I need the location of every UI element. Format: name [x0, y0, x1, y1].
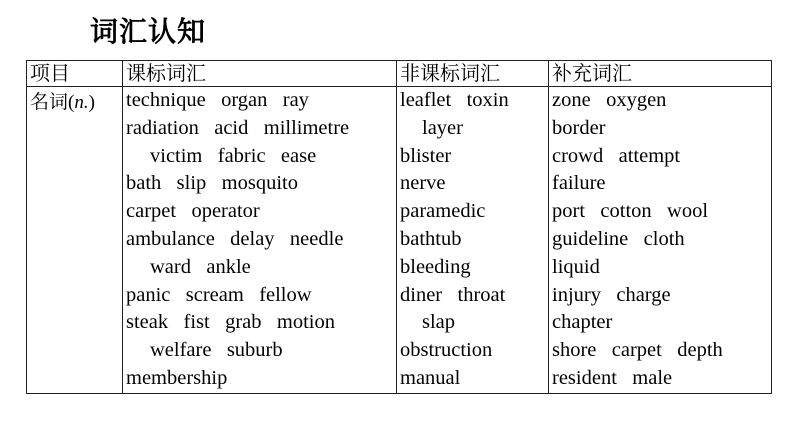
row-label-abbr: n. [74, 92, 89, 113]
list-item: technique organ ray [126, 89, 309, 111]
list-item: victim fabric ease [150, 144, 317, 167]
list-item: manual [400, 366, 461, 389]
list-item: panic scream fellow [126, 283, 312, 306]
list-item: steak fist grab motion [126, 311, 335, 334]
list-item: diner throat [400, 283, 506, 306]
header-course-words: 课标词汇 [123, 61, 397, 87]
header-non-course-words: 非课标词汇 [397, 61, 549, 87]
list-item: radiation acid millimetre [126, 116, 350, 139]
list-item: nerve [400, 172, 446, 195]
list-item: carpet operator [126, 200, 260, 223]
list-item: ambulance delay needle [126, 227, 344, 250]
list-item: zone oxygen [552, 89, 667, 111]
list-item: welfare suburb [150, 339, 283, 362]
list-item: bleeding [400, 255, 471, 278]
list-item: port cotton wool [552, 200, 709, 223]
vocabulary-table [26, 60, 772, 394]
list-item: slap [422, 311, 456, 334]
page-title: 词汇认知 [90, 15, 207, 48]
list-item: obstruction [400, 339, 493, 362]
list-item: shore carpet depth [552, 339, 723, 362]
supplementary-words-cell [549, 87, 772, 394]
list-item: liquid [552, 255, 600, 278]
list-item: border [552, 116, 606, 139]
list-item: bath slip mosquito [126, 172, 298, 195]
list-item: paramedic [400, 200, 486, 223]
list-item: failure [552, 172, 606, 195]
row-label-noun [27, 87, 123, 394]
list-item: leaflet toxin [400, 89, 509, 111]
header-item: 项目 [27, 61, 123, 87]
list-item: bathtub [400, 227, 462, 250]
list-item: chapter [552, 311, 613, 334]
non-course-words-cell [397, 87, 549, 394]
row-label-close-paren: ) [88, 92, 95, 113]
row-label-open-paren: ( [68, 92, 75, 113]
table-row [27, 87, 772, 394]
list-item: crowd attempt [552, 144, 681, 167]
table-header-row [27, 61, 772, 87]
list-item: membership [126, 366, 228, 389]
header-supplementary-words: 补充词汇 [549, 61, 772, 87]
list-item: layer [422, 116, 463, 139]
list-item: ward ankle [150, 255, 251, 278]
list-item: injury charge [552, 283, 671, 306]
list-item: blister [400, 144, 452, 167]
course-words-cell [123, 87, 397, 394]
row-label-zh: 名词 [30, 91, 69, 113]
list-item: resident male [552, 366, 673, 389]
list-item: guideline cloth [552, 227, 685, 250]
